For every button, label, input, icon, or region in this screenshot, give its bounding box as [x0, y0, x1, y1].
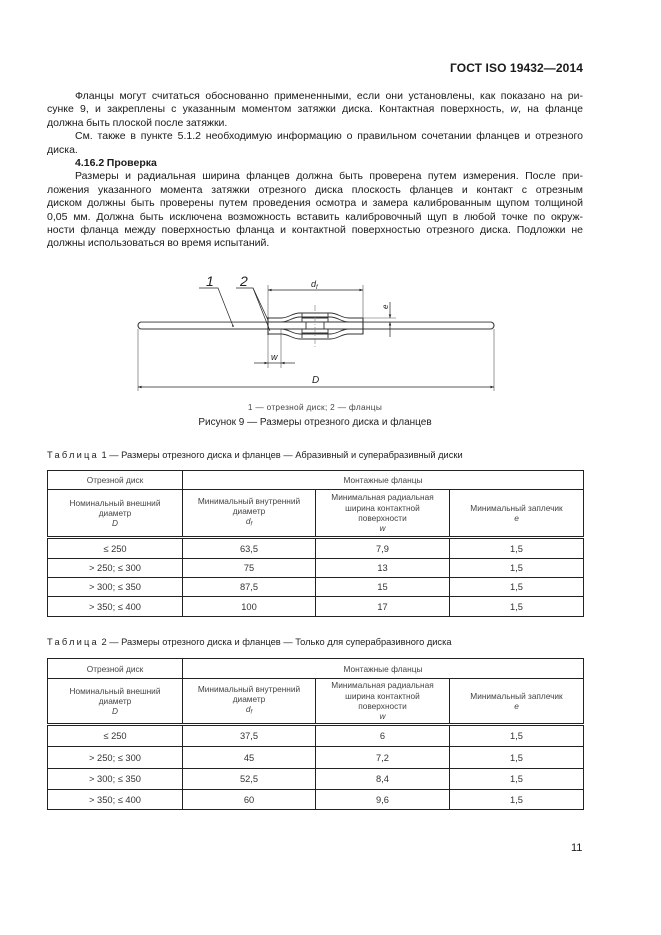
column-header: Минимальный заплечик e — [450, 490, 584, 538]
table-title: 1 — Размеры отрезного диска и фланцев — Абразивный и суперабразивный диски — [98, 450, 463, 460]
table-row — [48, 559, 584, 578]
label-item-2: 2 — [240, 273, 248, 289]
table-row — [48, 790, 584, 810]
label-w: w — [271, 352, 278, 362]
cell: > 300; ≤ 350 — [48, 769, 183, 790]
label-e: e — [381, 304, 390, 309]
table-row — [48, 769, 584, 790]
label-D: D — [312, 375, 320, 386]
cell: 7,2 — [316, 747, 450, 769]
cell: ≤ 250 — [48, 725, 183, 747]
cell: 52,5 — [183, 769, 316, 790]
cell: 75 — [183, 559, 316, 578]
table-2-caption — [47, 637, 452, 647]
figure-disc-flanges-diagram — [120, 265, 520, 400]
cell: ≤ 250 — [48, 538, 183, 559]
cell: > 350; ≤ 400 — [48, 790, 183, 810]
leader-item-1 — [199, 288, 233, 326]
cell: 6 — [316, 725, 450, 747]
column-header: Номинальный внешний диаметр D — [48, 679, 183, 725]
cell: 8,4 — [316, 769, 450, 790]
variable-w: w — [510, 103, 519, 116]
table-title: 2 — Размеры отрезного диска и фланцев — Только для суперабразивного диска — [98, 637, 452, 647]
paragraph-3-line: ложения указанного момента затяжки отрезного диска плоскость фланцев и контакт с отрезным — [47, 183, 583, 196]
table-word: Таблица — [47, 450, 99, 460]
section-heading: 4.16.2 Проверка — [75, 156, 157, 169]
group-header-cutting-disc: Отрезной диск — [48, 659, 183, 679]
cell: 45 — [183, 747, 316, 769]
leader-item-2 — [236, 288, 268, 320]
table-column-header-row — [48, 679, 584, 725]
paragraph-1-line: Фланцы могут считаться обоснованно примененными, если они установлены, как показано на ри- — [75, 90, 583, 102]
paragraph-2-line: диска. — [47, 143, 78, 156]
lower-flange-shape — [268, 329, 363, 339]
body-text — [47, 90, 583, 251]
cell: 1,5 — [450, 538, 584, 559]
text-fragment: сунке 9, и закреплены с указанным моментом затяжки диска. Контактная поверхность, — [47, 103, 511, 116]
cell: 1,5 — [450, 747, 584, 769]
cell: 1,5 — [450, 725, 584, 747]
cell: 1,5 — [450, 559, 584, 578]
label-d: d — [311, 279, 317, 289]
paragraph-3-line: ности фланца между поверхностью фланца и контактной поверхностью отрезного диска. Подложки не — [47, 223, 583, 236]
paragraph-3-line: должны использоваться во время испытаний. — [47, 237, 270, 250]
cell: 100 — [183, 597, 316, 617]
paragraph-3-line: 0,05 мм. Должна быть исключена возможность вставить калибровочный щуп в любой точке по окруж- — [47, 210, 583, 223]
cell: 7,9 — [316, 538, 450, 559]
table-group-header-row — [48, 659, 584, 679]
paragraph-2-line: См. также в пункте 5.1.2 необходимую информацию о правильном сочетании фланцев и отрезного — [75, 130, 583, 143]
cell: 15 — [316, 578, 450, 597]
paragraph-3-line: диском должны быть проверены путем проведения осмотра и замера калиброванным щупом толщиной — [47, 197, 583, 210]
upper-flange-shape — [268, 313, 363, 322]
table-row — [48, 597, 584, 617]
table-row — [48, 578, 584, 597]
figure-caption: Рисунок 9 — Размеры отрезного диска и фланцев — [198, 417, 432, 428]
cell: > 250; ≤ 300 — [48, 559, 183, 578]
cell: 87,5 — [183, 578, 316, 597]
cell: 13 — [316, 559, 450, 578]
table-row — [48, 538, 584, 559]
document-id-header: ГОСТ ISO 19432—2014 — [450, 61, 583, 75]
cell: 1,5 — [450, 790, 584, 810]
text-fragment: , на фланце — [518, 103, 583, 116]
cell: > 300; ≤ 350 — [48, 578, 183, 597]
cell: 1,5 — [450, 578, 584, 597]
column-header: Минимальный заплечик e — [450, 679, 584, 725]
column-header: Минимальный внутренний диаметр $d_f$ — [183, 490, 316, 538]
table-column-header-row — [48, 490, 584, 538]
label-d-f — [311, 279, 319, 291]
table-row — [48, 747, 584, 769]
label-subscript-f: f — [316, 285, 318, 291]
cell: 60 — [183, 790, 316, 810]
table-1-caption — [47, 450, 463, 460]
label-item-1: 1 — [206, 273, 214, 289]
table-row — [48, 725, 584, 747]
cell: 37,5 — [183, 725, 316, 747]
cell: 17 — [316, 597, 450, 617]
table-word: Таблица — [47, 637, 99, 647]
cell: 1,5 — [450, 769, 584, 790]
column-header: Минимальный внутренний диаметр $d_f$ — [183, 679, 316, 725]
column-header: Минимальная радиальная ширина контактной поверхности w — [316, 679, 450, 725]
table-1 — [47, 470, 584, 617]
table-2 — [47, 658, 584, 810]
paragraph-3-line: Размеры и радиальная ширина фланцев должна быть проверена путем измерения. После при- — [75, 170, 583, 183]
group-header-mounting-flanges: Монтажные фланцы — [183, 659, 584, 679]
column-header: Номинальный внешний диаметр D — [48, 490, 183, 538]
paragraph-1-line — [47, 103, 583, 116]
group-header-mounting-flanges: Монтажные фланцы — [183, 471, 584, 490]
table-group-header-row — [48, 471, 584, 490]
paragraph-1-line: должна быть плоской после затяжки. — [47, 116, 228, 129]
figure-legend: 1 — отрезной диск; 2 — фланцы — [247, 402, 383, 412]
cell: 1,5 — [450, 597, 584, 617]
cell: 9,6 — [316, 790, 450, 810]
group-header-cutting-disc: Отрезной диск — [48, 471, 183, 490]
cell: > 250; ≤ 300 — [48, 747, 183, 769]
column-header: Минимальная радиальная ширина контактной поверхности w — [316, 490, 450, 538]
page-number: 11 — [571, 842, 583, 854]
cell: 63,5 — [183, 538, 316, 559]
cell: > 350; ≤ 400 — [48, 597, 183, 617]
